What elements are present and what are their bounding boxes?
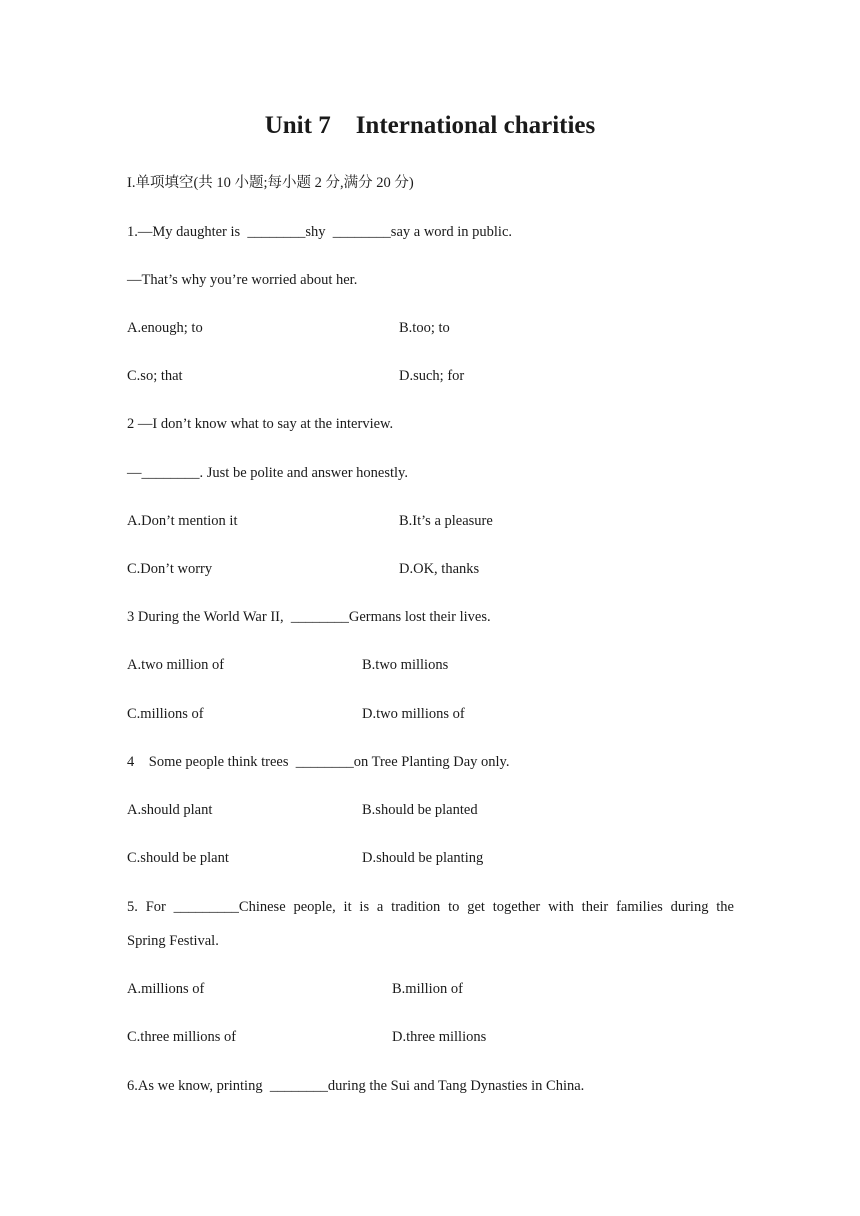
question-1-stem: 1.—My daughter is ________shy ________say a word in public. bbox=[127, 224, 513, 240]
question-4-option-d: D.should be planting bbox=[362, 850, 484, 866]
section-heading: I.单项填空(共 10 小题;每小题 2 分,满分 20 分) bbox=[127, 175, 414, 191]
question-2-option-d: D.OK, thanks bbox=[399, 561, 480, 577]
question-4-stem: 4 Some people think trees ________on Tree Planting Day only. bbox=[127, 754, 510, 770]
question-1-option-b: B.too; to bbox=[399, 320, 450, 336]
question-1-option-a: A.enough; to bbox=[127, 320, 203, 336]
question-3-option-c: C.millions of bbox=[127, 706, 204, 722]
question-6-stem: 6.As we know, printing ________during the Sui and Tang Dynasties in China. bbox=[127, 1078, 585, 1094]
question-5-option-c: C.three millions of bbox=[127, 1029, 237, 1045]
question-4-option-a: A.should plant bbox=[127, 802, 213, 818]
page-title: Unit 7 International charities bbox=[264, 112, 596, 139]
question-5-stem-line-1: 5. For _________Chinese people, it is a tradition to get together with their families during the bbox=[127, 899, 734, 915]
question-3-stem: 3 During the World War II, ________Germans lost their lives. bbox=[127, 609, 491, 625]
question-3-option-d: D.two millions of bbox=[362, 706, 465, 722]
question-5-option-a: A.millions of bbox=[127, 981, 205, 997]
question-1-reply: —That’s why you’re worried about her. bbox=[127, 272, 358, 288]
question-4-option-c: C.should be plant bbox=[127, 850, 229, 866]
question-3-option-a: A.two million of bbox=[127, 657, 225, 673]
question-2-stem: 2 —I don’t know what to say at the interview. bbox=[127, 416, 394, 432]
question-2-reply: —________. Just be polite and answer honestly. bbox=[127, 465, 408, 481]
question-2-option-a: A.Don’t mention it bbox=[127, 513, 238, 529]
question-1-option-d: D.such; for bbox=[399, 368, 465, 384]
question-3-option-b: B.two millions bbox=[362, 657, 449, 673]
question-5-option-d: D.three millions bbox=[392, 1029, 487, 1045]
question-2-option-b: B.It’s a pleasure bbox=[399, 513, 493, 529]
question-5-stem-line-2: Spring Festival. bbox=[127, 933, 219, 949]
question-4-option-b: B.should be planted bbox=[362, 802, 478, 818]
question-5-option-b: B.million of bbox=[392, 981, 463, 997]
question-1-option-c: C.so; that bbox=[127, 368, 183, 384]
question-2-option-c: C.Don’t worry bbox=[127, 561, 213, 577]
